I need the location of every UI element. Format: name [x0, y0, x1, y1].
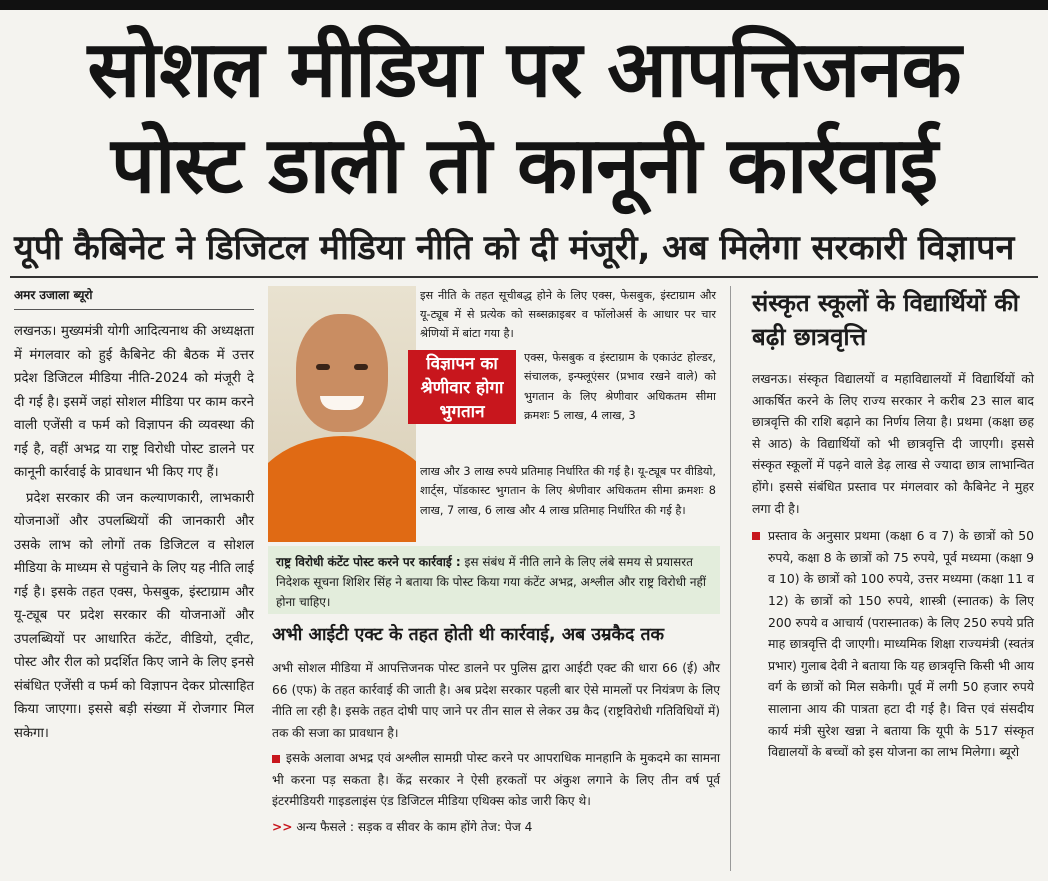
bullet-square-icon — [752, 532, 760, 540]
double-arrow-icon: >> — [272, 819, 293, 834]
sanskrit-heading: संस्कृत स्कूलों के विद्यार्थियों की बढ़ी छात्रवृत्ति — [752, 289, 1020, 351]
it-act-body — [272, 658, 720, 842]
bullet-paragraph: प्रस्ताव के अनुसार प्रथमा (कक्षा 6 व 7) के छात्रों को 50 रुपये, कक्षा 8 के छात्रों को 75 रुपये, पूर्व मध्यमा (कक्षा 9 व 10) के छात्रों को 100 रुपये, उत्तर मध्यमा (कक्षा 11 व 12) के छात्रों को 150 रुपये, शास्त्री (स्नातक) के लिए 200 रुपये व आचार्य (परास्नातक) के लिए 250 रुपये प्रति माह छात्रवृत्ति दी जाएगी। माध्यमिक शिक्षा राज्यमंत्री (स्वतंत्र प्रभार) गुलाब देवी ने बताया कि यह छात्रवृत्ति किसी भी आय वर्ग के छात्रों को मिल सकेगी। पूर्व में लगी 50 हजार रुपये सालाना आय की पात्रता हटा दी गई है। वित्त एवं संसदीय कार्य मंत्री सुरेश खन्ना ने बताया कि यूपी के 517 संस्कृत विद्यालयों के बच्चों को इस योजना का लाभ मिलेगा। ब्यूरो — [752, 525, 1034, 763]
sanskrit-body — [752, 368, 1034, 763]
column-sanskrit-story — [752, 286, 1034, 769]
box-text: इस संबंध में नीति लाने के लिए लंबे समय से प्रयासरत निदेशक सूचना शिशिर सिंह ने बताया कि पोस्ट किया गया कंटेंट अभद्र, अश्लील और राष्ट्र विरोधी नहीं होना चाहिए। — [276, 555, 707, 609]
headline — [10, 22, 1038, 214]
portrait-photo — [268, 286, 416, 542]
paragraph: लखनऊ। मुख्यमंत्री योगी आदित्यनाथ की अध्यक्षता में मंगलवार को हुई कैबिनेट की बैठक में उत्तर प्रदेश डिजिटल मीडिया नीति-2024 को मंजूरी दे दी गई है। इसमें जहां सोशल मीडिया पर काम करने वाली एजेंसी व फर्म को विज्ञापन की व्यवस्था की गई है, वहीं अभद्र या राष्ट्र विरोधी पोस्ट डालने पर कानूनी कार्रवाई के प्रावधान भी किए गए हैं। — [14, 324, 254, 480]
paragraph: अभी सोशल मीडिया में आपत्तिजनक पोस्ट डालने पर पुलिस द्वारा आईटी एक्ट की धारा 66 (ई) और 66 (एफ) के तहत कार्रवाई की जाती है। अब प्रदेश सरकार पहली बार ऐसे मामलों पर नियंत्रण के लिए नीति ला रही है। इसके तहत दोषी पाए जाने पर तीन साल से लेकर उम्र कैद (राष्ट्रविरोधी गतिविधियों में) तक की सजा का प्रावधान है। — [272, 661, 720, 740]
column-divider — [730, 286, 731, 871]
anti-national-content-box — [268, 546, 720, 614]
payment-limits-text: एक्स, फेसबुक व इंस्टाग्राम के एकाउंट होल्डर, संचालक, इन्फ्लूएंसर (प्रभाव रखने वाले) को भुगतान के लिए श्रेणीवार अधिकतम सीमा क्रमशः 5 लाख, 4 लाख, 3 — [524, 351, 716, 422]
headline-line-2: पोस्ट डाली तो कानूनी कार्रवाई — [110, 121, 938, 211]
box-heading: राष्ट्र विरोधी कंटेंट पोस्ट करने पर कार्रवाई : — [276, 555, 461, 569]
top-border — [0, 0, 1048, 10]
main-story-body — [14, 320, 254, 745]
bullet-paragraph: इसके अलावा अभद्र एवं अश्लील सामग्री पोस्ट करने पर आपराधिक मानहानि के मुकदमे का सामना भी करना पड़ सकता है। केंद्र सरकार ने ऐसी हरकतों पर अंकुश लगाने के लिए तीन वर्ष पूर्व इंटरमीडियरी गाइडलाइंस एंड डिजिटल मीडिया एथिक्स कोड जारी किए थे। — [272, 751, 720, 808]
headline-line-1: सोशल मीडिया पर आपत्तिजनक — [87, 25, 961, 115]
paragraph: लखनऊ। संस्कृत विद्यालयों व महाविद्यालयों में विद्यार्थियों को आकर्षित करने के लिए राज्य सरकार ने करीब 23 साल बाद छात्रवृत्ति की राशि बढ़ाने का निर्णय लिया है। प्रथमा (कक्षा छह से आठ) के विद्यार्थियों को भी छात्रवृत्ति दी जाएगी। इससे संस्कृत स्कूलों में पढ़ने वाले डेढ़ लाख से ज्यादा छात्र लाभान्वित होंगे। इससे संबंधित प्रस्ताव पर मंगलवार को कैबिनेट ने मुहर लगा दी है। — [752, 371, 1034, 516]
payment-limits-continued: लाख और 3 लाख रुपये प्रतिमाह निर्धारित की गई है। यू-ट्यूब पर वीडियो, शार्ट्स, पॉडकास्ट भुगतान के लिए श्रेणीवार अधिकतम सीमा क्रमशः 8 लाख, 7 लाख, 6 लाख और 4 लाख प्रतिमाह निर्धारित की गई है। — [420, 465, 716, 517]
subheadline: यूपी कैबिनेट ने डिजिटल मीडिया नीति को दी मंजूरी, अब मिलेगा सरकारी विज्ञापन — [14, 228, 1015, 268]
byline: अमर उजाला ब्यूरो — [14, 288, 93, 302]
divider-rule — [10, 276, 1038, 278]
bullet-square-icon — [272, 755, 280, 763]
it-act-subheading: अभी आईटी एक्ट के तहत होती थी कार्रवाई, अब उम्रकैद तक — [272, 625, 665, 645]
paragraph: प्रदेश सरकार की जन कल्याणकारी, लाभकारी योजनाओं और उपलब्धियों की जानकारी और उसके लाभ को लोगों तक डिजिटल व सोशल मीडिया के माध्यम से पहुंचाने के लिए यह नीति लाई गई है। इसके तहत एक्स, फेसबुक, इंस्टाग्राम और यू-ट्यूब पर प्रदेश सरकार की योजनाओं और उपलब्धियों पर आधारित कंटेंट, वीडियो, ट्वीट, पोस्ट और रील को प्रदर्शित किए जाने के लिए इनसे संबंधित एजेंसी व फर्म को विज्ञापन देकर प्रोत्साहित किया जाएगा। इससे बड़ी संख्या में रोजगार मिल सकेगा। — [14, 490, 254, 741]
policy-intro-text: इस नीति के तहत सूचीबद्ध होने के लिए एक्स, फेसबुक, इंस्टाग्राम और यू-ट्यूब में से प्रत्येक को सब्सक्राइबर व फॉलोअर्स के आधार पर चार श्रेणियों में बांटा गया है। — [420, 289, 716, 340]
byline-rule — [14, 309, 254, 310]
column-main-story — [14, 286, 254, 747]
payment-category-box: विज्ञापन का श्रेणीवार होगा भुगतान — [408, 350, 516, 424]
more-decisions-link[interactable]: >> अन्य फैसले : सड़क व सीवर के काम होंगे तेज: पेज 4 — [272, 819, 533, 834]
